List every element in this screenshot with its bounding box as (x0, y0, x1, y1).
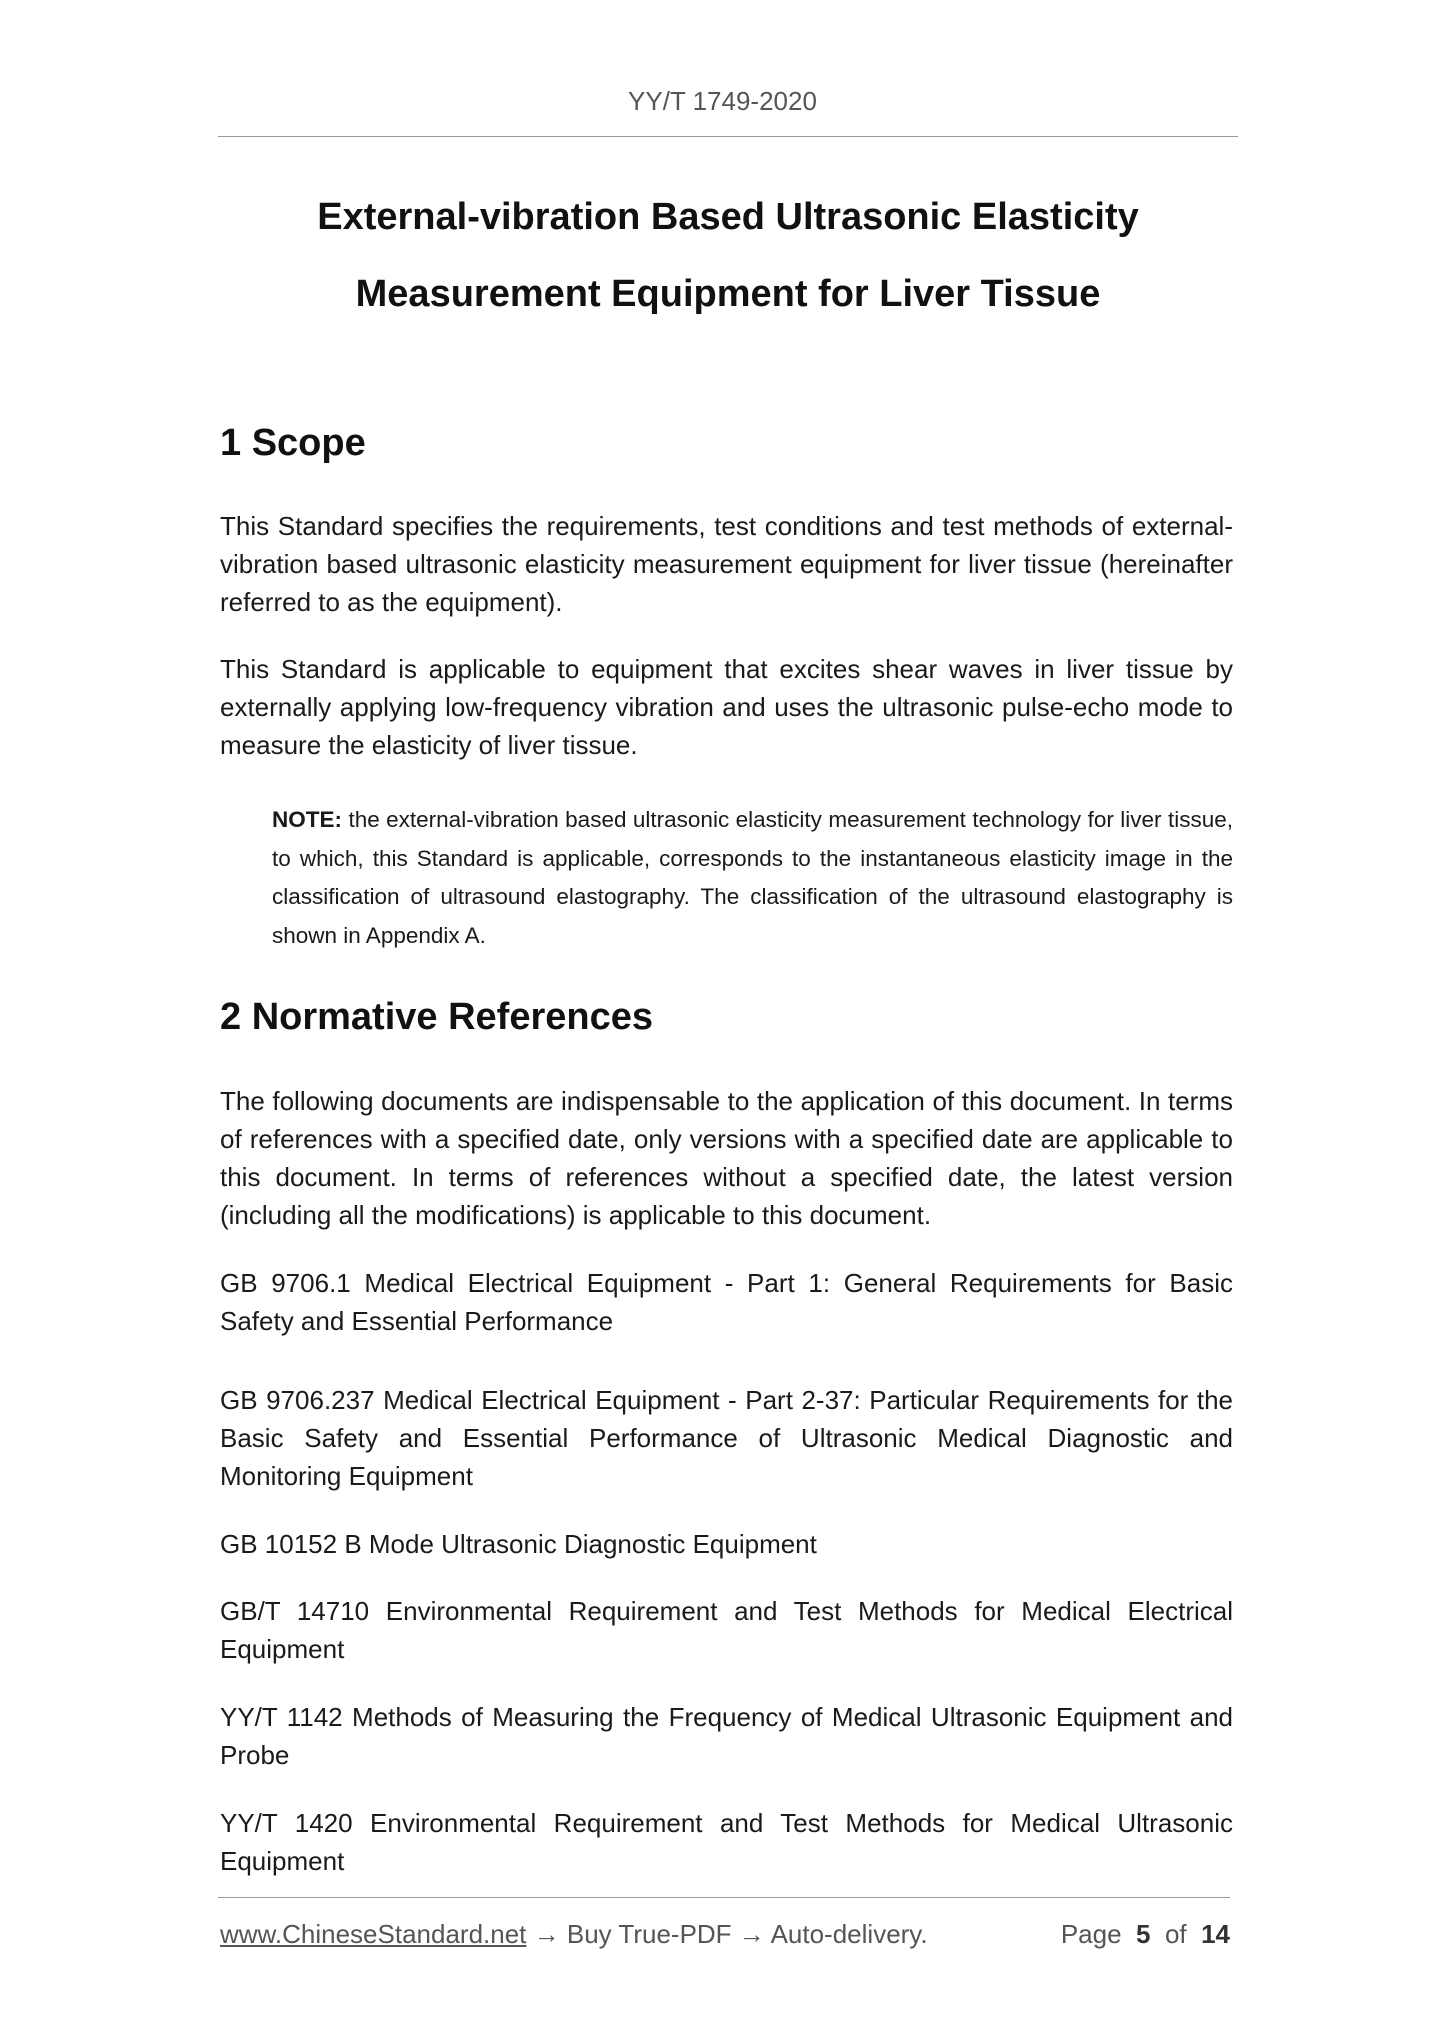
page-indicator (1061, 1919, 1230, 1950)
reference-item: GB 9706.237 Medical Electrical Equipment - Part 2-37: Particular Requirements for the Basic Safety and Essential Performance of Ultrasonic Medical Diagnostic and Monitoring Equipment (220, 1385, 1233, 1491)
running-header: YY/T 1749-2020 (628, 86, 817, 116)
page-current: 5 (1136, 1919, 1151, 1949)
reference-item: YY/T 1142 Methods of Measuring the Frequency of Medical Ultrasonic Equipment and Probe (220, 1702, 1233, 1770)
section-1-heading: 1 Scope (220, 422, 366, 464)
document-title-line-1: External-vibration Based Ultrasonic Elasticity (317, 196, 1139, 238)
scope-paragraph-1: This Standard specifies the requirements, test conditions and test methods of external-vibration based ultrasonic elasticity measurement equipment for liver tissue (hereinafter referred to as the equipment). (220, 511, 1233, 617)
page-word: Page (1060, 1919, 1122, 1949)
note-label: NOTE: (272, 807, 342, 832)
note-text: the external-vibration based ultrasonic elasticity measurement technology for liver tissue, to which, this Standard is applicable, corresponds to the instantaneous elasticity image in the classification of ultrasound elastography. The classification of the ultrasound elastography is shown in Appendix A. (272, 807, 1233, 948)
page-total: 14 (1201, 1919, 1230, 1949)
reference-item: YY/T 1420 Environmental Requirement and Test Methods for Medical Ultrasonic Equipment (220, 1808, 1233, 1876)
scope-paragraph-2: This Standard is applicable to equipment that excites shear waves in liver tissue by externally applying low-frequency vibration and uses the ultrasonic pulse-echo mode to measure the elasticity of liver tissue. (220, 654, 1233, 760)
footer-tagline: → Buy True-PDF → Auto-delivery. (526, 1919, 928, 1949)
scope-note (272, 801, 1233, 955)
references-intro: The following documents are indispensable to the application of this document. In terms of references with a specified date, only versions with a specified date are applicable to this document. In terms of references without a specified date, the latest version (including all the modifications) is applicable to this document. (220, 1086, 1233, 1230)
footer-divider (218, 1897, 1230, 1898)
of-word: of (1164, 1919, 1187, 1949)
reference-item: GB/T 14710 Environmental Requirement and Test Methods for Medical Electrical Equipment (220, 1596, 1233, 1664)
reference-item: GB 10152 B Mode Ultrasonic Diagnostic Equipment (220, 1529, 817, 1559)
page-footer (220, 1919, 1230, 1950)
document-title-line-2: Measurement Equipment for Liver Tissue (355, 273, 1101, 315)
site-link[interactable]: www.ChineseStandard.net (220, 1919, 527, 1949)
header-divider (218, 136, 1238, 137)
section-2-heading: 2 Normative References (220, 996, 653, 1038)
reference-item: GB 9706.1 Medical Electrical Equipment - Part 1: General Requirements for Basic Safety and Essential Performance (220, 1268, 1233, 1336)
